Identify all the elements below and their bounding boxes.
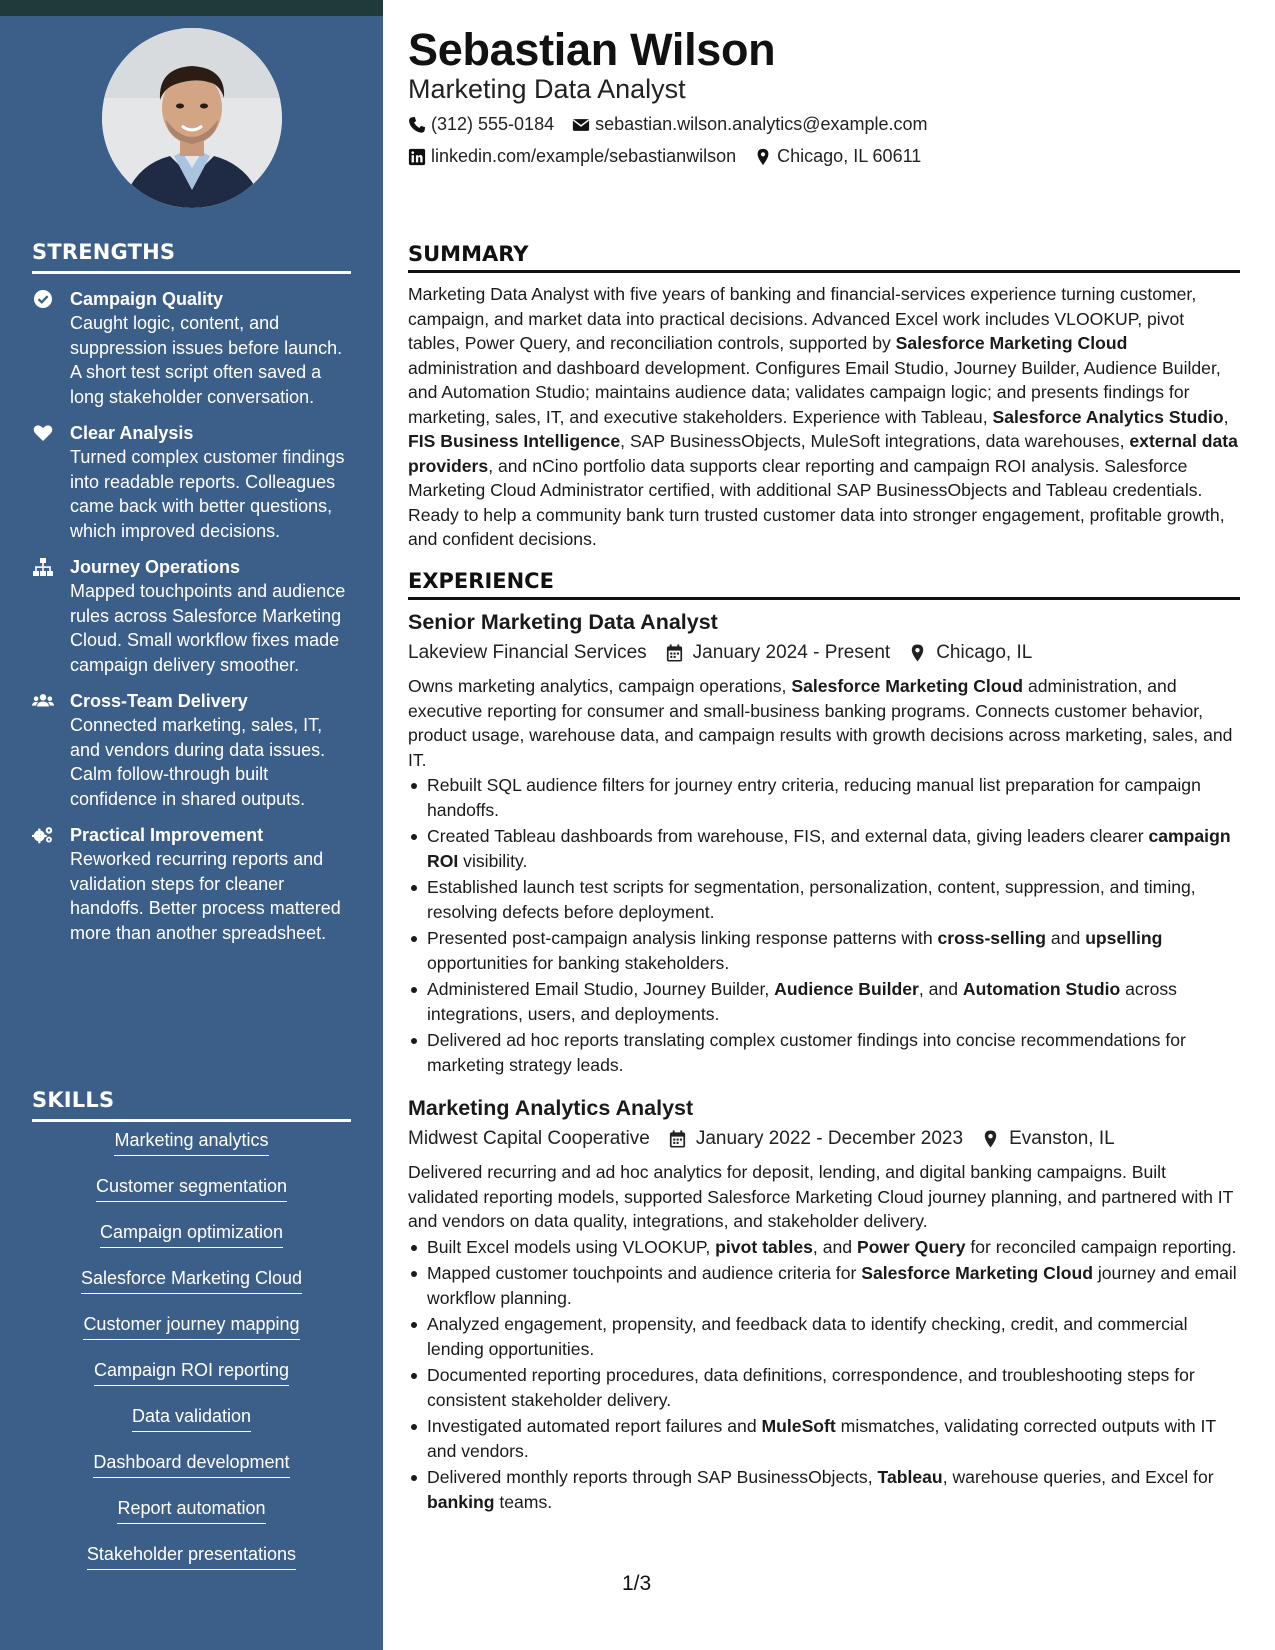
job-bullet [408,977,1240,1026]
job-location: Chicago, IL [936,642,1033,663]
contact-phone[interactable] [408,114,554,135]
bullet-emphasis: campaign ROI [427,826,1231,871]
phone-icon [408,116,426,134]
job-bullet [408,1261,1240,1310]
strength-title: Journey Operations [70,557,241,577]
sidebar [0,0,383,1650]
envelope-icon [572,116,590,134]
location-text: Chicago, IL 60611 [777,146,922,166]
skill-item: Campaign ROI reporting [94,1358,289,1386]
bullet-emphasis: pivot tables [715,1236,813,1257]
bullet-segment: journey and email workflow planning. [427,1263,1237,1308]
summary-segment: , [1223,406,1229,427]
job-bullet [408,1414,1240,1463]
location-pin-icon [981,1129,1000,1149]
bullet-emphasis: cross-selling [937,928,1047,948]
summary-emphasis: Salesforce Marketing Cloud [895,333,1128,353]
job-company: Midwest Capital Cooperative [408,1128,650,1149]
bullet-emphasis: upselling [1085,928,1163,948]
cogs-icon [32,823,70,945]
bullet-segment: Rebuilt SQL audience filters for journey entry criteria, reducing manual list preparation for campaign handoffs. [427,775,1201,820]
location-pin-icon [908,643,927,663]
skill-item: Dashboard development [93,1450,289,1478]
job-title: Senior Marketing Data Analyst [408,610,718,634]
contact-linkedin[interactable] [408,146,736,167]
job-location: Evanston, IL [1009,1128,1115,1149]
bullet-segment: Established launch test scripts for segmentation, personalization, content, suppression, and timing, resolving defects before deployment. [427,877,1196,922]
job-description [408,1160,1240,1234]
job-bullet [408,824,1240,873]
job-bullet [408,1235,1240,1260]
skill-item: Customer segmentation [96,1174,287,1202]
bullet-segment: Presented post-campaign analysis linking response patterns with [427,928,938,948]
linkedin-text: linkedin.com/example/sebastianwilson [431,146,737,166]
job-title: Marketing Analytics Analyst [408,1096,694,1120]
job-desc-segment: administration, and executive reporting for consumer and small-business banking programs. Connects customer behavior, product usage, warehouse data, and campaign results with growth decisions across marketing, sales, and IT. [408,676,1233,770]
job-description [408,674,1240,772]
summary-emphasis: FIS Business Intelligence [408,431,621,451]
strength-text: Mapped touchpoints and audience rules across Salesforce Marketing Cloud. Small workflow fixes made campaign delivery smoother. [70,581,346,675]
strength-item [32,555,352,677]
person-name: Sebastian Wilson [408,24,776,75]
bullet-segment: Built Excel models using VLOOKUP, [427,1236,716,1257]
job-bullets [408,773,1240,1077]
email-text: sebastian.wilson.analytics@example.com [595,114,928,134]
calendar-icon [668,1129,687,1149]
summary-segment: Marketing Data Analyst with five years of banking and financial-services experience turning customer, campaign, and market data into practical decisions. Advanced Excel work includes VLOOKUP, pivot tables, Power Query, and reconciliation controls, supported by [408,284,1197,353]
skills-list [32,1128,351,1588]
skill-item: Campaign optimization [100,1220,283,1248]
job-dates: January 2024 - Present [692,642,891,663]
strength-text: Connected marketing, sales, IT, and vendors during data issues. Calm follow-through built confidence in shared outputs. [70,715,326,809]
skill-item: Customer journey mapping [83,1312,299,1340]
contact-row-1 [408,114,946,135]
bullet-segment: Mapped customer touchpoints and audience criteria for [427,1263,862,1283]
strength-title: Practical Improvement [70,825,264,845]
bullet-emphasis: MuleSoft [761,1416,836,1436]
summary-segment: , SAP BusinessObjects, MuleSoft integrations, data warehouses, [620,431,1130,451]
skill-item: Report automation [117,1496,265,1524]
bullet-segment: Delivered monthly reports through SAP BusinessObjects, [427,1467,878,1487]
bullet-segment: , and [918,979,963,999]
page-number: 1/3 [622,1572,652,1595]
strength-title: Campaign Quality [70,289,224,309]
sidebar-top-bar [0,0,383,16]
skills-heading: SKILLS [32,1088,351,1122]
contact-email[interactable] [572,114,927,135]
strength-item [32,421,352,543]
summary-text [408,282,1240,552]
strength-item [32,823,352,945]
job-meta [408,640,1240,666]
skill-item: Salesforce Marketing Cloud [81,1266,302,1294]
job-bullet [408,926,1240,975]
job-bullet [408,1312,1240,1361]
bullet-segment: across integrations, users, and deployments. [427,979,1177,1024]
summary-emphasis: Salesforce Analytics Studio [992,406,1224,427]
bullet-emphasis: Salesforce Marketing Cloud [861,1263,1093,1283]
job-bullet [408,1028,1240,1077]
job-meta [408,1126,1240,1152]
bullet-segment: opportunities for banking stakeholders. [427,952,730,973]
bullet-segment: teams. [494,1491,553,1512]
summary-emphasis: external data providers [408,431,1238,476]
summary-segment: administration and dashboard development. Configures Email Studio, Journey Builder, Audience Builder, and Automation Studio; maintains audience data; validates campaign logic; and presents findings for marketing, sales, IT, and executive stakeholders. Experience with Tableau, [408,357,1221,427]
strength-text: Caught logic, content, and suppression issues before launch. A short test script often saved a long stakeholder conversation. [70,313,343,407]
users-icon [32,689,70,811]
skill-item: Data validation [132,1404,251,1432]
strength-item [32,689,352,811]
location-pin-icon [754,148,772,166]
strength-item [32,287,352,409]
check-circle-icon [32,287,70,409]
bullet-segment: , warehouse queries, and Excel for [942,1467,1214,1487]
summary-heading: SUMMARY [408,242,1240,273]
strength-text: Turned complex customer findings into readable reports. Colleagues came back with better questions, which improved decisions. [70,447,345,541]
bullet-segment: for reconciled campaign reporting. [965,1236,1237,1257]
bullet-segment: visibility. [458,850,528,871]
bullet-emphasis: Audience Builder [774,979,919,999]
heart-icon [32,421,70,543]
job-dates: January 2022 - December 2023 [695,1128,964,1149]
job-desc-segment: Delivered recurring and ad hoc analytics for deposit, lending, and digital banking campaigns. Built validated reporting models, supported Salesforce Marketing Cloud journey planning, and partnered with IT and vendors on data quality, integrations, and stakeholder delivery. [408,1162,1234,1231]
bullet-emphasis: Power Query [856,1236,966,1257]
bullet-segment: Administered Email Studio, Journey Builder, [427,979,775,999]
job-bullet [408,773,1240,822]
job-company: Lakeview Financial Services [408,642,647,663]
linkedin-icon [408,148,426,166]
summary-segment: , and nCino portfolio data supports clear reporting and campaign ROI analysis. Salesforce Marketing Cloud Administrator certified, with additional SAP BusinessObjects and Tableau credentials. Ready to help a community bank turn trusted customer data into stronger engagement, profitable growth, and confident decisions. [408,455,1225,549]
profile-photo [102,28,282,208]
bullet-segment: Analyzed engagement, propensity, and feedback data to identify checking, credit, and commercial lending opportunities. [427,1314,1188,1359]
contact-row-2 [408,146,939,167]
job-desc-segment: Owns marketing analytics, campaign operations, [408,676,792,696]
bullet-emphasis: banking [427,1491,495,1512]
job-entry [408,608,1240,1079]
skill-item: Marketing analytics [114,1128,268,1156]
bullet-segment: Investigated automated report failures and [427,1416,762,1436]
job-bullets [408,1235,1240,1515]
bullet-segment: Documented reporting procedures, data definitions, correspondence, and troubleshooting steps for consistent stakeholder delivery. [427,1365,1195,1410]
bullet-segment: and [1046,928,1086,948]
avatar [102,28,282,208]
strengths-list [32,287,352,957]
bullet-segment: , and [812,1236,857,1257]
job-entry [408,1094,1240,1516]
bullet-segment: Created Tableau dashboards from warehouse, FIS, and external data, giving leaders clearer [427,826,1149,846]
sitemap-icon [32,555,70,677]
skill-item: Stakeholder presentations [87,1542,296,1570]
strength-title: Cross-Team Delivery [70,691,248,711]
contact-location [754,146,921,167]
bullet-segment: mismatches, validating corrected outputs with IT and vendors. [427,1416,1216,1461]
experience-heading: EXPERIENCE [408,569,1240,600]
bullet-emphasis: Automation Studio [962,979,1121,999]
bullet-segment: Delivered ad hoc reports translating complex customer findings into concise recommendations for marketing strategy leads. [427,1030,1186,1075]
strengths-heading: STRENGTHS [32,240,351,274]
job-desc-emphasis: Salesforce Marketing Cloud [791,676,1024,696]
person-title: Marketing Data Analyst [408,74,686,104]
job-bullet [408,1363,1240,1412]
strength-title: Clear Analysis [70,423,194,443]
job-bullet [408,1465,1240,1514]
job-bullet [408,875,1240,924]
phone-text: (312) 555-0184 [431,114,555,134]
bullet-emphasis: Tableau [877,1467,943,1487]
strength-text: Reworked recurring reports and validation steps for cleaner handoffs. Better process mattered more than another spreadsheet. [70,849,341,943]
calendar-icon [665,643,684,663]
